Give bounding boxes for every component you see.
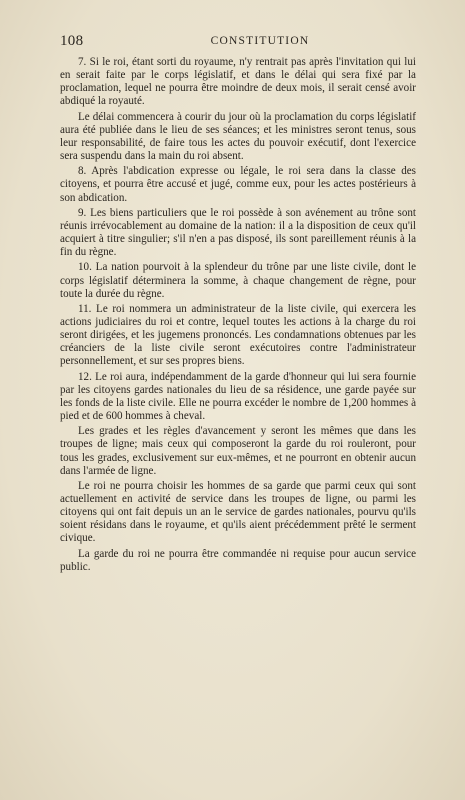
- paragraph-article-10: 10. La nation pourvoit à la splendeur du trône par une liste civile, dont le corps législatif déterminera la somme, à chaque changement de règne, pour toute la durée du règne.: [60, 261, 416, 300]
- page-number: 108: [60, 33, 84, 49]
- paragraph-article-7: 7. Si le roi, étant sorti du royaume, n'y rentrait pas après l'invitation qui lui en serait faite par le corps législatif, et dans le délai qui sera fixé par la proclamation, lequel ne pourra être moindre de deux mois, il serait censé avoir abdiqué la royauté.: [60, 56, 416, 108]
- paragraph-choix-garde: Le roi ne pourra choisir les hommes de sa garde que parmi ceux qui sont actuellement en activité de service dans les troupes de ligne, ou parmi les citoyens qui ont fait depuis un an le service de gardes nationales, pourvu qu'ils soient résidans dans le royaume, et qu'ils aient précédemment prêté le serment civique.: [60, 479, 416, 545]
- paragraph-delai: Le délai commencera à courir du jour où la proclamation du corps législatif aura été publiée dans le lieu de ses séances; et les ministres seront tenus, sous leur responsabilité, de faire tous les actes du pouvoir exécutif, dont l'exercice sera suspendu dans la main du roi absent.: [60, 110, 416, 163]
- paragraph-article-12: 12. Le roi aura, indépendamment de la garde d'honneur qui lui sera fournie par les citoyens gardes nationales du lieu de sa résidence, une garde payée sur les fonds de la liste civile. Elle ne pourra excéder le nombre de 1,200 hommes à pied et de 600 hommes à cheval.: [60, 370, 416, 423]
- running-title: CONSTITUTION: [210, 35, 310, 47]
- paragraph-article-8: 8. Après l'abdication expresse ou légale, le roi sera dans la classe des citoyens, et pourra être accusé et jugé, comme eux, pour les actes postérieurs à son abdication.: [60, 165, 416, 204]
- paragraph-article-9: 9. Les biens particuliers que le roi possède à son avénement au trône sont réunis irrévocablement au domaine de la nation: il a la disposition de ceux qu'il acquiert à titre singulier; s'il n'en a pas disposé, ils sont pareillement réunis à la fin du règne.: [60, 206, 416, 259]
- page-header: [60, 33, 416, 53]
- paragraph-commandement: La garde du roi ne pourra être commandée ni requise pour aucun service public.: [60, 547, 416, 573]
- paragraph-article-11: 11. Le roi nommera un administrateur de la liste civile, qui exercera les actions judiciaires du roi et contre, lequel toutes les actions à la charge du roi seront dirigées, et les jugemens prononcés. Les condamnations obtenues par les créanciers de la liste civile seront exécutoires contre l'administrateur personnellement, et sur ses propres biens.: [60, 302, 416, 368]
- paragraph-grades: Les grades et les règles d'avancement y seront les mêmes que dans les troupes de ligne; mais ceux qui composeront la garde du roi rouleront, pour tous les grades, exclusivement sur eux-mêmes, et ne pourront en obtenir aucun dans l'armée de ligne.: [60, 425, 416, 477]
- page-body: [60, 56, 416, 574]
